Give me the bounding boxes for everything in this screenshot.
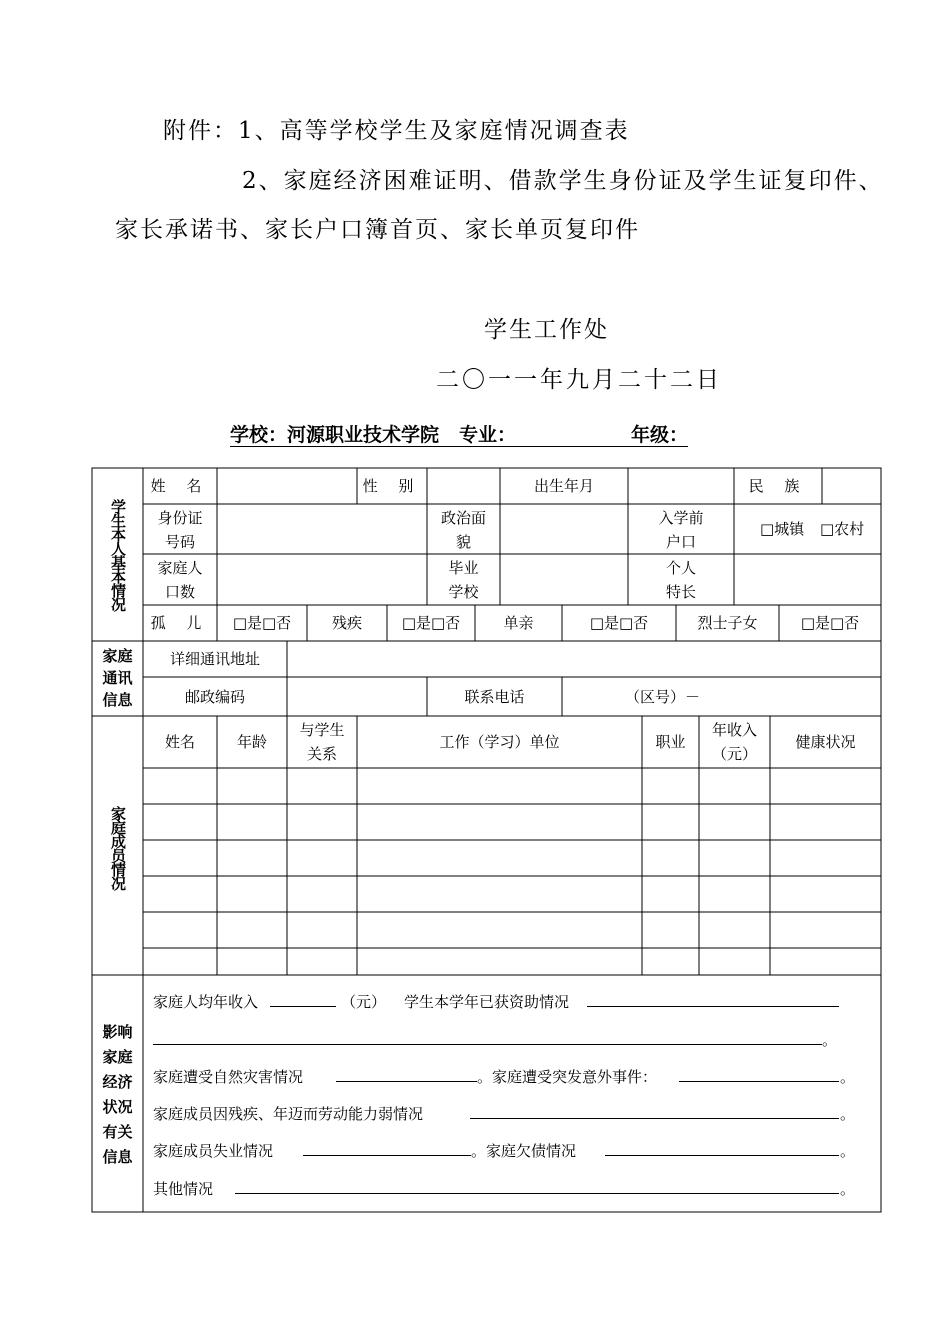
field-talent[interactable]	[734, 554, 881, 605]
section-family-members-title: 家庭成员情况	[109, 806, 127, 890]
attachment-line-2: 2、家庭经济困难证明、借款学生身份证及学生证复印件、	[242, 168, 884, 194]
col-income-l2: （元）	[711, 745, 757, 763]
section-economic-info-title	[92, 1020, 143, 1170]
field-ethnic[interactable]	[822, 468, 881, 504]
label-grad-school	[427, 556, 500, 604]
period-1: 。	[822, 1031, 838, 1049]
checkbox-disabled[interactable]: □是□否	[401, 614, 461, 632]
label-birth: 出生年月	[533, 477, 594, 495]
label-single-parent: 单亲	[503, 614, 534, 632]
label-ethnic: 民 族	[748, 477, 808, 495]
col-work: 工作（学习）单位	[439, 733, 560, 751]
label-grad-line1: 毕业	[448, 559, 479, 577]
field-unemploy[interactable]	[303, 1155, 471, 1156]
office-name: 学生工作处	[484, 317, 609, 343]
col-relation	[287, 718, 357, 766]
label-aid: 学生本学年已获资助情况	[404, 993, 570, 1011]
label-accident: 。家庭遭受突发意外事件：	[477, 1068, 658, 1086]
period-4: 。	[840, 1142, 856, 1160]
label-postcode: 邮政编码	[184, 688, 245, 706]
label-martyr: 烈士子女	[697, 614, 758, 632]
attachment-line-1: 附件：1、高等学校学生及家庭情况调查表	[163, 118, 630, 144]
label-hukou-line2: 户口	[665, 533, 696, 551]
label-id-line2: 号码	[164, 533, 195, 551]
section-econ-l3: 经济	[102, 1073, 133, 1091]
label-family-size	[143, 556, 217, 604]
label-talent-line1: 个人	[665, 559, 696, 577]
attachment-line-3: 家长承诺书、家长户口簿首页、家长单页复印件	[115, 217, 640, 243]
section-econ-l1: 影响	[102, 1023, 133, 1041]
signature-date: 二〇一一年九月二十二日	[436, 367, 722, 393]
field-other[interactable]	[235, 1193, 839, 1194]
section-econ-l2: 家庭	[102, 1048, 133, 1066]
col-health: 健康状况	[795, 733, 856, 751]
checkbox-single-parent[interactable]: □是□否	[589, 614, 649, 632]
col-relation-l2: 关系	[306, 745, 337, 763]
field-grad-school[interactable]	[500, 554, 628, 605]
section-contact-title-l1: 家庭	[102, 647, 133, 665]
field-postcode[interactable]	[287, 677, 427, 716]
label-gender: 性 别	[362, 477, 422, 495]
label-labor: 家庭成员因残疾、年迈而劳动能力弱情况	[153, 1105, 424, 1123]
col-relation-l1: 与学生	[299, 721, 345, 739]
label-grad-line2: 学校	[448, 583, 479, 601]
grade-label: 年级：	[631, 424, 689, 446]
field-aid-continued[interactable]	[153, 1044, 822, 1045]
section-econ-l6: 信息	[102, 1148, 133, 1166]
section-contact-title	[92, 645, 143, 711]
col-age: 年龄	[236, 733, 267, 751]
label-talent	[628, 556, 734, 604]
label-id-number	[143, 506, 217, 554]
field-phone[interactable]: （区号）－	[625, 688, 701, 706]
label-debt: 。家庭欠债情况	[471, 1142, 577, 1160]
label-family-line1: 家庭人	[157, 559, 203, 577]
label-family-line2: 口数	[164, 583, 195, 601]
label-income: 家庭人均年收入	[153, 993, 259, 1011]
col-job: 职业	[655, 733, 686, 751]
label-address: 详细通讯地址	[169, 650, 260, 668]
checkbox-rural[interactable]: □农村	[820, 520, 865, 538]
field-name[interactable]	[217, 468, 357, 504]
period-5: 。	[840, 1180, 856, 1198]
label-hukou	[628, 506, 734, 554]
label-disaster: 家庭遭受自然灾害情况	[153, 1068, 304, 1086]
field-birth[interactable]	[628, 468, 734, 504]
label-phone: 联系电话	[464, 688, 525, 706]
label-hukou-line1: 入学前	[658, 509, 704, 527]
field-accident[interactable]	[679, 1081, 839, 1082]
section-econ-l4: 状况	[102, 1098, 133, 1116]
label-disabled: 残疾	[331, 614, 362, 632]
checkbox-town[interactable]: □城镇	[760, 520, 805, 538]
field-gender[interactable]	[427, 468, 500, 504]
label-political-line1: 政治面	[440, 509, 486, 527]
checkbox-orphan[interactable]: □是□否	[232, 614, 292, 632]
label-id-line1: 身份证	[157, 509, 203, 527]
field-family-size[interactable]	[217, 554, 427, 605]
label-political	[427, 506, 500, 554]
label-orphan: 孤 儿	[150, 614, 210, 632]
field-political[interactable]	[500, 504, 628, 554]
label-talent-line2: 特长	[665, 583, 696, 601]
field-disaster[interactable]	[336, 1081, 477, 1082]
major-label: 专业：	[459, 424, 517, 446]
section-contact-title-l3: 信息	[102, 691, 133, 709]
section-student-info-title: 学生本人基本情况	[109, 499, 127, 611]
section-econ-l5: 有关	[102, 1123, 133, 1141]
label-name: 姓 名	[150, 477, 210, 495]
checkbox-martyr[interactable]: □是□否	[800, 614, 860, 632]
field-address[interactable]	[287, 641, 881, 677]
field-income[interactable]	[270, 1006, 336, 1007]
period-3: 。	[840, 1105, 856, 1123]
period-2: 。	[840, 1068, 856, 1086]
label-unemploy: 家庭成员失业情况	[153, 1142, 274, 1160]
field-debt[interactable]	[605, 1155, 839, 1156]
label-yuan: （元）	[341, 993, 387, 1011]
field-aid[interactable]	[587, 1006, 839, 1007]
section-contact-title-l2: 通讯	[102, 669, 133, 687]
col-name: 姓名	[164, 733, 195, 751]
col-income-l1: 年收入	[711, 721, 757, 739]
field-labor[interactable]	[470, 1118, 839, 1119]
label-other: 其他情况	[153, 1180, 214, 1198]
col-income	[699, 718, 770, 766]
field-id-number[interactable]	[217, 504, 427, 554]
label-political-line2: 貌	[455, 533, 471, 551]
school-label: 学校：河源职业技术学院	[230, 424, 440, 446]
